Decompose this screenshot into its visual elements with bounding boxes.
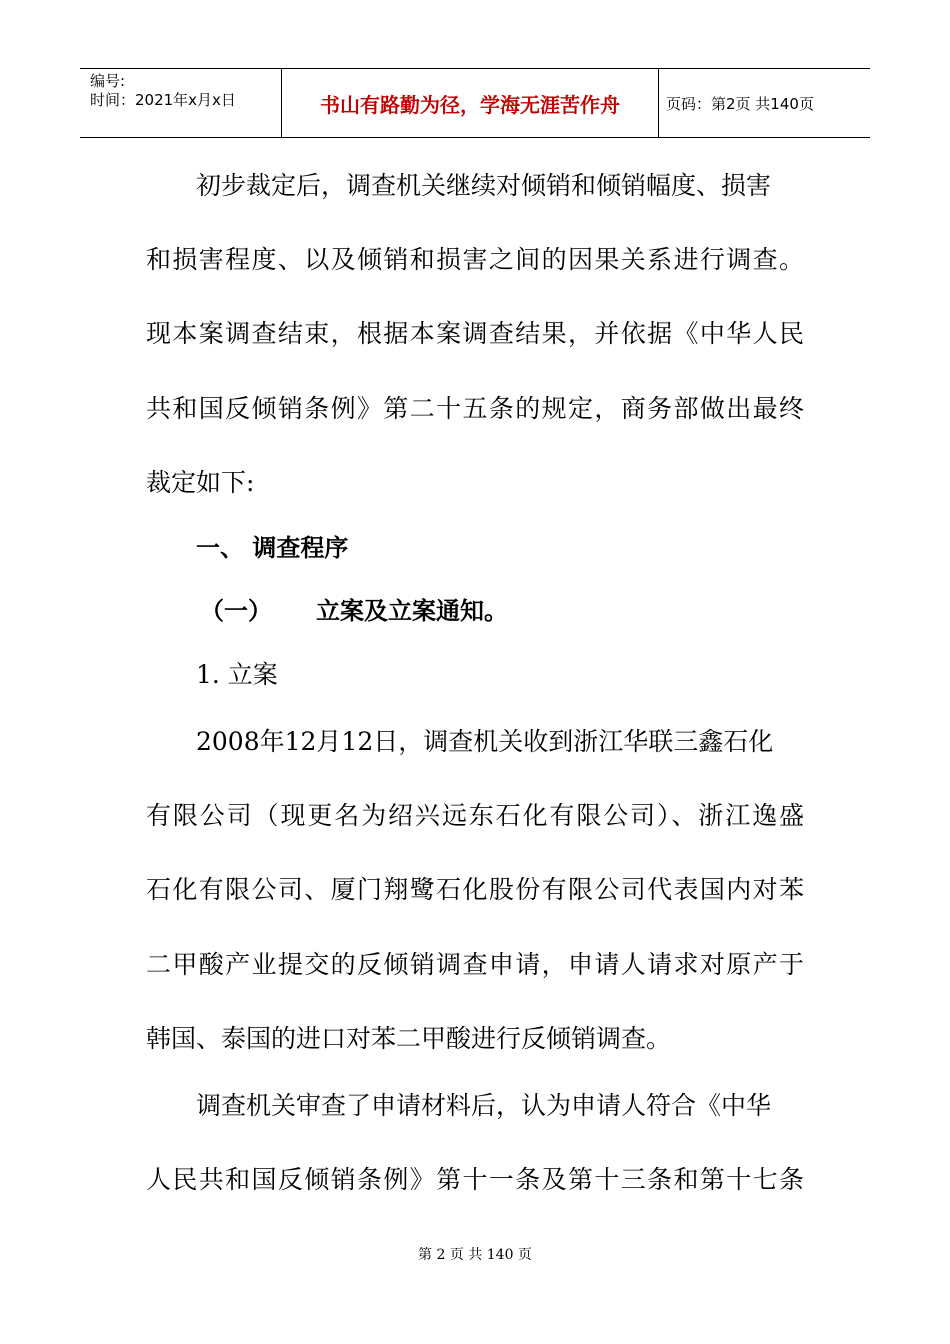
date-label: 时间：2021年x月x日 [90, 91, 236, 109]
serial-number-label: 编号: [90, 72, 126, 90]
header-motto: 书山有路勤为径，学海无涯苦作舟 [282, 69, 659, 137]
subsection-number: （一） [200, 597, 272, 625]
paragraph-line: 2008年12月12日，调查机关收到浙江华联三鑫石化 [196, 727, 774, 756]
paragraph-line: 和损害程度、以及倾销和损害之间的因果关系进行调查。 [146, 245, 804, 274]
paragraph-line: 韩国、泰国的进口对苯二甲酸进行反倾销调查。 [146, 1024, 672, 1053]
subsection-heading: 立案及立案通知。 [316, 597, 508, 625]
paragraph-line: 共和国反倾销条例》第二十五条的规定，商务部做出最终 [146, 394, 804, 423]
paragraph-line: 裁定如下: [146, 468, 255, 497]
paragraph-line: 初步裁定后，调查机关继续对倾销和倾销幅度、损害 [196, 171, 772, 200]
paragraph-line: 人民共和国反倾销条例》第十一条及第十三条和第十七条 [146, 1165, 804, 1194]
paragraph-line: 现本案调查结束，根据本案调查结果，并依据《中华人民 [146, 319, 804, 348]
paragraph-line: 二甲酸产业提交的反倾销调查申请，申请人请求对原产于 [146, 950, 804, 979]
header-page-info: 页码：第2页 共140页 [666, 94, 814, 113]
page-header [80, 68, 870, 138]
paragraph-line: 石化有限公司、厦门翔鹭石化股份有限公司代表国内对苯 [146, 875, 804, 904]
page-footer: 第 2 页 共 140 页 [418, 1247, 532, 1263]
header-meta-cell [80, 69, 282, 137]
section-heading: 一、 调查程序 [196, 534, 349, 562]
item-heading: 1. 立案 [196, 660, 278, 689]
paragraph-line: 有限公司（现更名为绍兴远东石化有限公司）、浙江逸盛 [146, 801, 804, 830]
paragraph-line: 调查机关审查了申请材料后，认为申请人符合《中华 [196, 1091, 772, 1120]
